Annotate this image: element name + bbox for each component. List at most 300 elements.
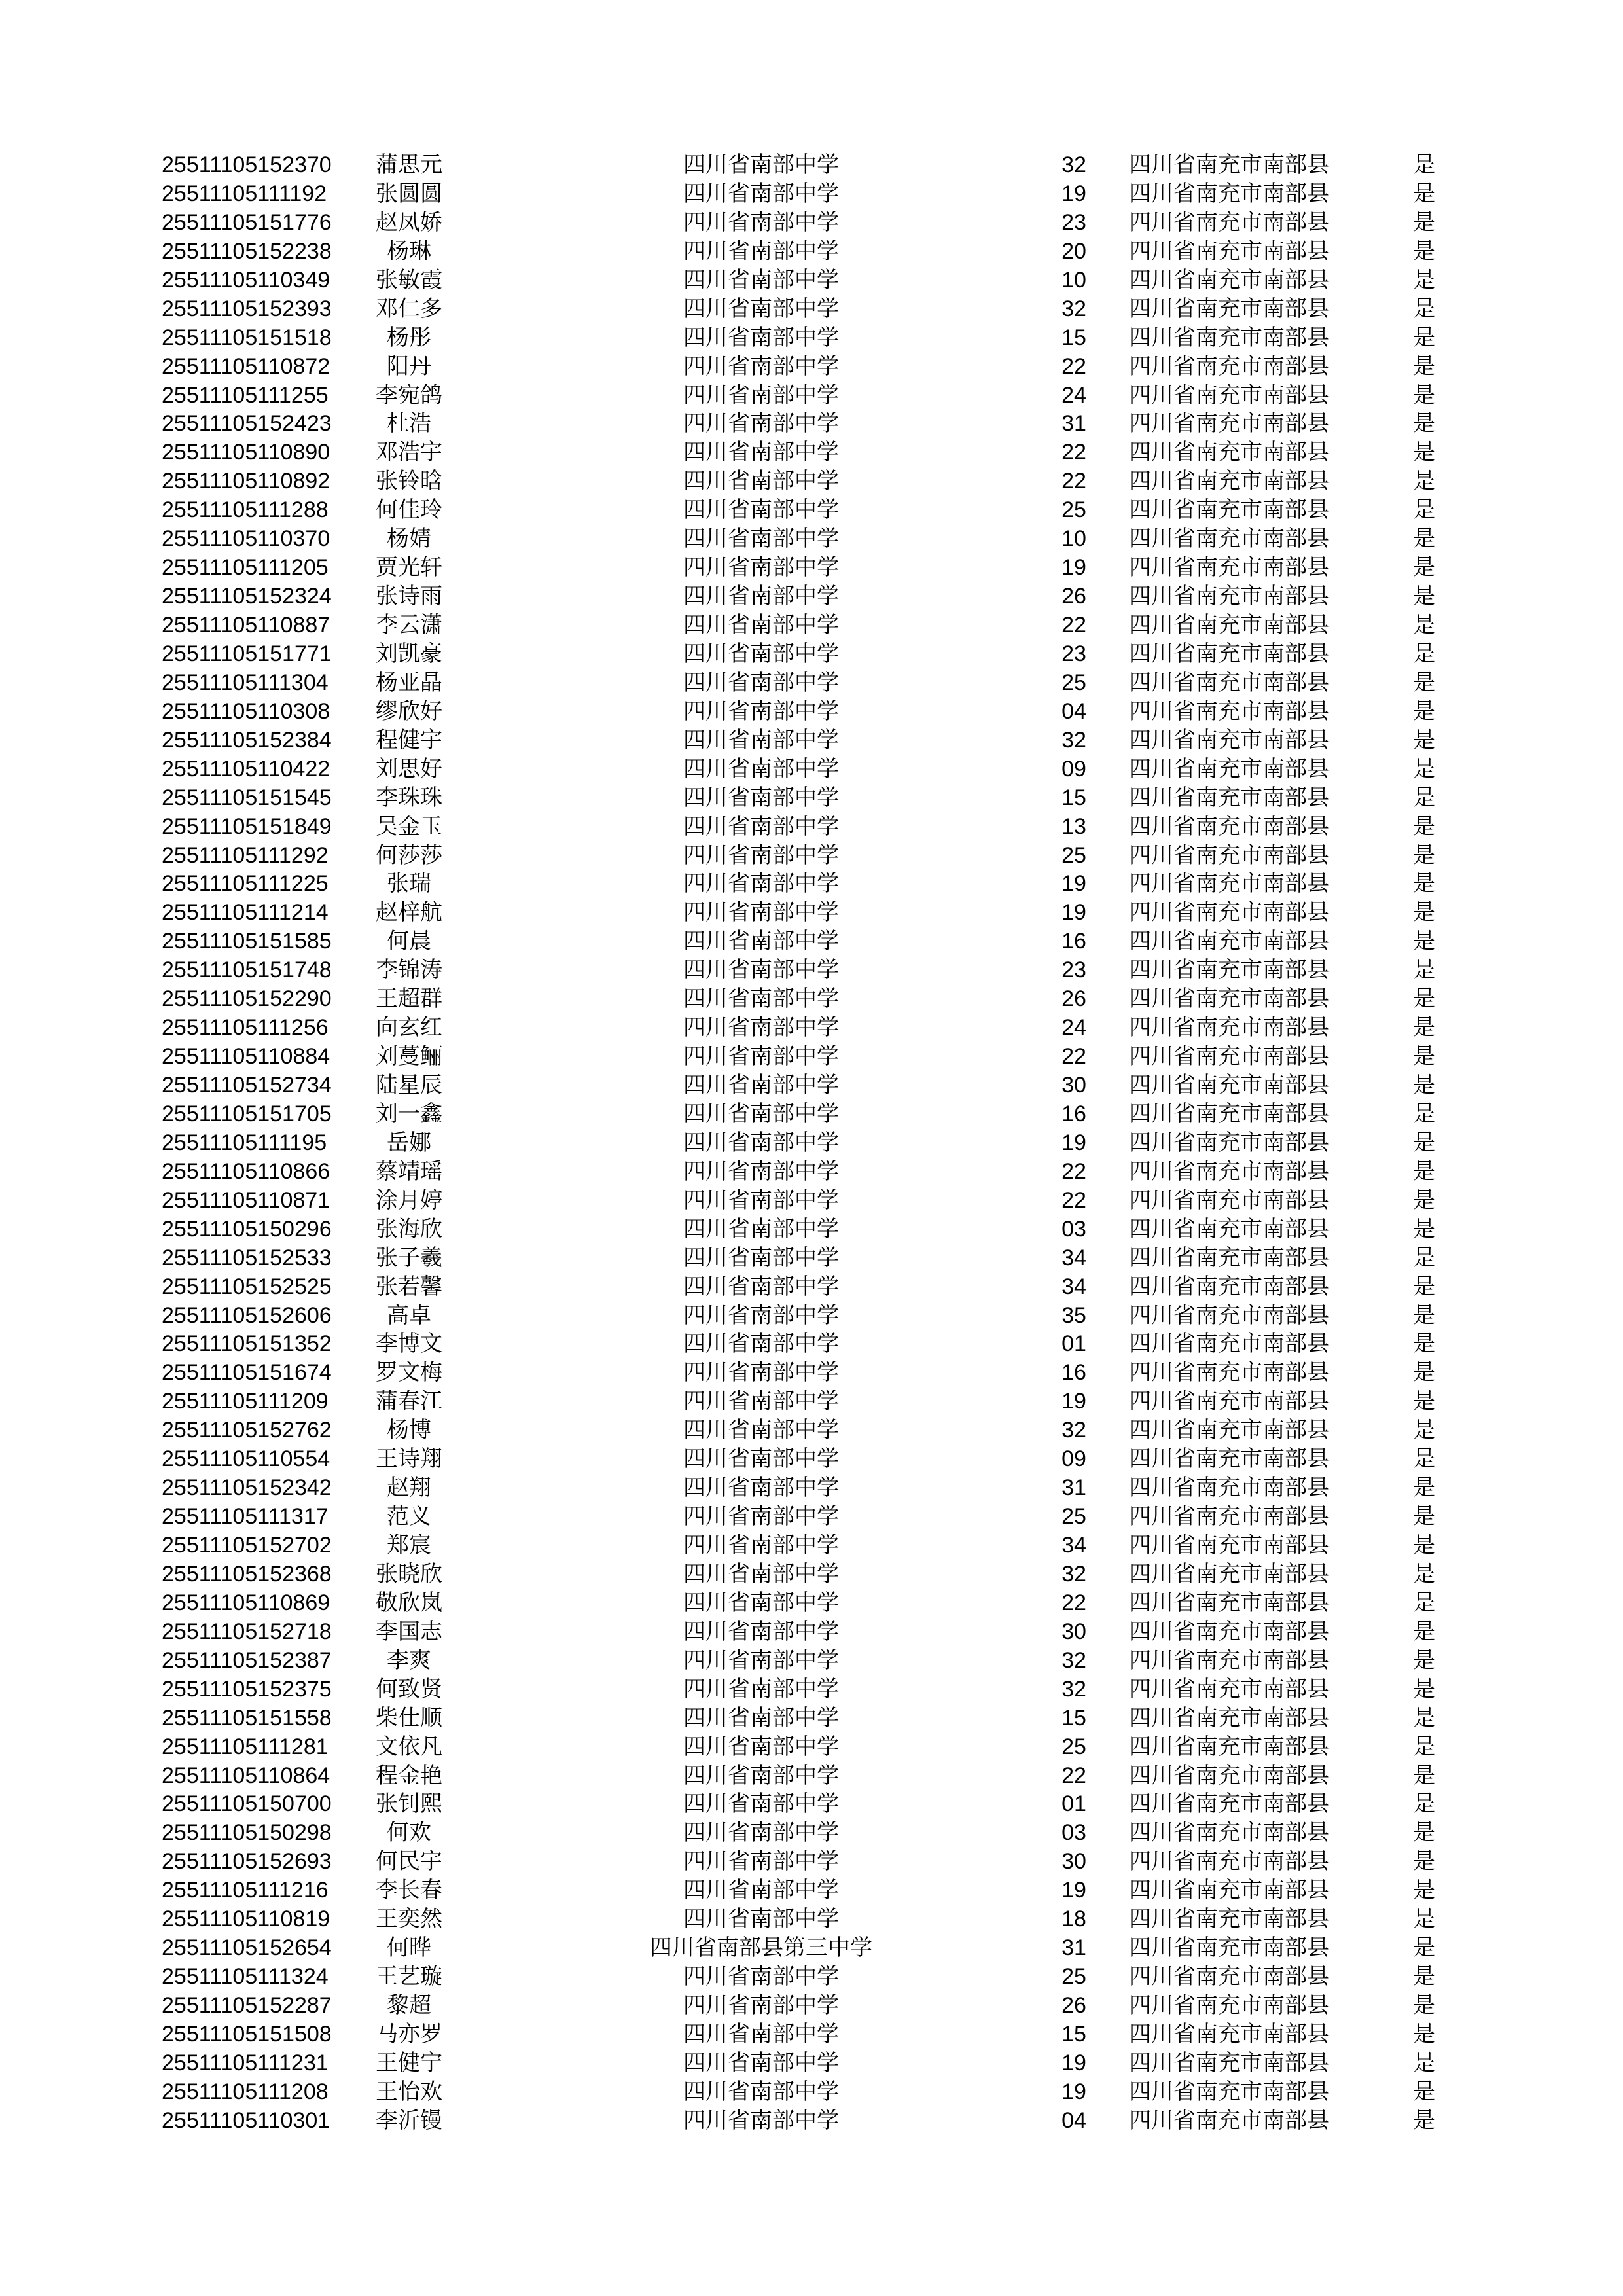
district-name: 四川省南充市南部县 <box>1129 497 1329 523</box>
district-name: 四川省南充市南部县 <box>1129 986 1329 1012</box>
confirmed-flag: 是 <box>1413 756 1435 781</box>
table-row <box>0 1273 1623 1302</box>
school-name: 四川省南部中学 <box>683 1705 839 1731</box>
district-name: 四川省南充市南部县 <box>1129 1619 1329 1644</box>
candidate-id-number: 25511105151849 <box>162 814 332 839</box>
room-number: 16 <box>1061 1360 1086 1386</box>
room-number: 09 <box>1061 756 1086 781</box>
school-name: 四川省南部中学 <box>683 1475 839 1501</box>
candidate-id-number: 25511105110872 <box>162 353 330 379</box>
district-name: 四川省南充市南部县 <box>1129 1245 1329 1270</box>
confirmed-flag: 是 <box>1413 1245 1435 1270</box>
district-name: 四川省南充市南部县 <box>1129 2021 1329 2047</box>
candidate-name: 李宛鸽 <box>376 382 442 408</box>
candidate-id-number: 25511105152654 <box>162 1935 332 1961</box>
district-name: 四川省南充市南部县 <box>1129 1504 1329 1530</box>
room-number: 19 <box>1061 1878 1086 1903</box>
table-row <box>0 1963 1623 1992</box>
room-number: 32 <box>1061 152 1086 177</box>
room-number: 19 <box>1061 2050 1086 2075</box>
district-name: 四川省南充市南部县 <box>1129 440 1329 465</box>
confirmed-flag: 是 <box>1413 584 1435 609</box>
candidate-id-number: 25511105151776 <box>162 209 332 235</box>
room-number: 34 <box>1061 1245 1086 1270</box>
school-name: 四川省南部中学 <box>683 1302 839 1328</box>
candidate-name: 何莎莎 <box>376 842 442 868</box>
candidate-id-number: 25511105110422 <box>162 756 330 781</box>
table-row <box>0 295 1623 324</box>
confirmed-flag: 是 <box>1413 2021 1435 2047</box>
table-row <box>0 1100 1623 1129</box>
candidate-name: 张海欣 <box>376 1216 442 1242</box>
confirmed-flag: 是 <box>1413 1101 1435 1126</box>
candidate-name: 杜浩 <box>387 411 431 437</box>
candidate-name: 赵翔 <box>387 1475 431 1501</box>
confirmed-flag: 是 <box>1413 382 1435 408</box>
confirmed-flag: 是 <box>1413 267 1435 293</box>
candidate-id-number: 25511105152387 <box>162 1647 332 1673</box>
table-row <box>0 1704 1623 1733</box>
school-name: 四川省南部中学 <box>683 469 839 494</box>
district-name: 四川省南充市南部县 <box>1129 181 1329 206</box>
table-row <box>0 1416 1623 1445</box>
confirmed-flag: 是 <box>1413 1705 1435 1731</box>
candidate-name: 李沂镘 <box>376 2108 442 2133</box>
school-name: 四川省南部中学 <box>683 1044 839 1069</box>
candidate-id-number: 25511105110892 <box>162 469 330 494</box>
table-row <box>0 266 1623 295</box>
candidate-name: 何晔 <box>387 1935 431 1961</box>
candidate-id-number: 25511105110887 <box>162 613 330 637</box>
confirmed-flag: 是 <box>1413 929 1435 954</box>
district-name: 四川省南充市南部县 <box>1129 1676 1329 1702</box>
candidate-name: 何致贤 <box>376 1676 442 1702</box>
candidate-name: 蔡靖瑶 <box>376 1158 442 1184</box>
candidate-name: 邓浩宇 <box>376 440 442 465</box>
candidate-id-number: 25511105111288 <box>162 497 329 523</box>
confirmed-flag: 是 <box>1413 1302 1435 1328</box>
candidate-id-number: 25511105151518 <box>162 325 332 350</box>
candidate-name: 张子羲 <box>376 1245 442 1270</box>
room-number: 22 <box>1061 1044 1086 1069</box>
school-name: 四川省南部中学 <box>683 555 839 581</box>
candidate-name: 柴仕顺 <box>376 1705 442 1731</box>
district-name: 四川省南充市南部县 <box>1129 1418 1329 1443</box>
district-name: 四川省南充市南部县 <box>1129 1561 1329 1587</box>
district-name: 四川省南充市南部县 <box>1129 1015 1329 1041</box>
table-row <box>0 1129 1623 1158</box>
school-name: 四川省南部中学 <box>683 698 839 724</box>
school-name: 四川省南部中学 <box>683 613 839 637</box>
district-name: 四川省南充市南部县 <box>1129 1044 1329 1069</box>
school-name: 四川省南部中学 <box>683 440 839 465</box>
candidate-id-number: 25511105151558 <box>162 1705 332 1731</box>
table-row <box>0 324 1623 353</box>
candidate-name: 杨亚晶 <box>376 670 442 695</box>
school-name: 四川省南部中学 <box>683 1590 839 1615</box>
candidate-id-number: 25511105111256 <box>162 1015 329 1041</box>
school-name: 四川省南部中学 <box>683 1561 839 1587</box>
room-number: 26 <box>1061 986 1086 1012</box>
district-name: 四川省南充市南部县 <box>1129 1964 1329 1990</box>
candidate-id-number: 25511105152375 <box>162 1676 332 1702</box>
candidate-id-number: 25511105152368 <box>162 1561 332 1587</box>
candidate-id-number: 25511105151674 <box>162 1360 332 1386</box>
room-number: 31 <box>1061 1475 1086 1501</box>
candidate-id-number: 25511105110890 <box>162 440 330 465</box>
candidate-id-number: 25511105111208 <box>162 2079 329 2104</box>
confirmed-flag: 是 <box>1413 1389 1435 1414</box>
school-name: 四川省南部中学 <box>683 727 839 753</box>
candidate-name: 何民宇 <box>376 1849 442 1874</box>
confirmed-flag: 是 <box>1413 958 1435 983</box>
candidate-name: 张诗雨 <box>376 584 442 609</box>
confirmed-flag: 是 <box>1413 900 1435 925</box>
candidate-id-number: 25511105152734 <box>162 1073 332 1098</box>
confirmed-flag: 是 <box>1413 1935 1435 1961</box>
district-name: 四川省南充市南部县 <box>1129 1705 1329 1731</box>
room-number: 30 <box>1061 1073 1086 1098</box>
school-name: 四川省南部中学 <box>683 1073 839 1098</box>
confirmed-flag: 是 <box>1413 785 1435 810</box>
candidate-id-number: 25511105111225 <box>162 871 329 897</box>
school-name: 四川省南部中学 <box>683 296 839 321</box>
confirmed-flag: 是 <box>1413 181 1435 206</box>
district-name: 四川省南充市南部县 <box>1129 209 1329 235</box>
table-row <box>0 669 1623 698</box>
district-name: 四川省南充市南部县 <box>1129 1216 1329 1242</box>
room-number: 19 <box>1061 1130 1086 1155</box>
room-number: 09 <box>1061 1446 1086 1472</box>
candidate-id-number: 25511105152238 <box>162 238 332 264</box>
confirmed-flag: 是 <box>1413 698 1435 724</box>
district-name: 四川省南充市南部县 <box>1129 1820 1329 1846</box>
candidate-name: 王艺璇 <box>376 1964 442 1990</box>
candidate-name: 刘蔓鲡 <box>376 1044 442 1069</box>
room-number: 32 <box>1061 1676 1086 1702</box>
table-row <box>0 1330 1623 1359</box>
candidate-name: 刘凯豪 <box>376 641 442 666</box>
candidate-name: 郑宸 <box>387 1533 431 1558</box>
candidate-id-number: 25511105152693 <box>162 1849 332 1874</box>
table-row <box>0 2078 1623 2107</box>
table-row <box>0 1876 1623 1905</box>
candidate-id-number: 25511105152370 <box>162 152 332 177</box>
confirmed-flag: 是 <box>1413 209 1435 235</box>
confirmed-flag: 是 <box>1413 1504 1435 1530</box>
candidate-id-number: 25511105110370 <box>162 526 330 552</box>
candidate-id-number: 25511105110871 <box>162 1187 330 1213</box>
school-name: 四川省南部中学 <box>683 958 839 983</box>
table-row <box>0 1071 1623 1100</box>
candidate-name: 文依凡 <box>376 1734 442 1759</box>
district-name: 四川省南充市南部县 <box>1129 555 1329 581</box>
candidate-id-number: 25511105151585 <box>162 929 332 954</box>
table-row <box>0 2020 1623 2049</box>
confirmed-flag: 是 <box>1413 2108 1435 2133</box>
candidate-name: 阳丹 <box>387 353 431 379</box>
school-name: 四川省南部中学 <box>683 2108 839 2133</box>
district-name: 四川省南充市南部县 <box>1129 584 1329 609</box>
table-row <box>0 1388 1623 1416</box>
table-row <box>0 467 1623 496</box>
room-number: 25 <box>1061 842 1086 868</box>
room-number: 30 <box>1061 1849 1086 1874</box>
candidate-name: 王奕然 <box>376 1907 442 1932</box>
room-number: 26 <box>1061 584 1086 609</box>
school-name: 四川省南部中学 <box>683 1015 839 1041</box>
confirmed-flag: 是 <box>1413 1561 1435 1587</box>
room-number: 24 <box>1061 1015 1086 1041</box>
room-number: 24 <box>1061 382 1086 408</box>
school-name: 四川省南部县第三中学 <box>650 1935 872 1961</box>
room-number: 03 <box>1061 1820 1086 1846</box>
room-number: 22 <box>1061 1158 1086 1184</box>
table-row <box>0 238 1623 266</box>
district-name: 四川省南充市南部县 <box>1129 1101 1329 1126</box>
district-name: 四川省南充市南部县 <box>1129 296 1329 321</box>
candidate-name: 李锦涛 <box>376 958 442 983</box>
school-name: 四川省南部中学 <box>683 670 839 695</box>
candidate-id-number: 25511105110864 <box>162 1763 330 1788</box>
school-name: 四川省南部中学 <box>683 353 839 379</box>
table-row <box>0 2107 1623 2136</box>
candidate-name: 李国志 <box>376 1619 442 1644</box>
district-name: 四川省南充市南部县 <box>1129 1187 1329 1213</box>
room-number: 22 <box>1061 469 1086 494</box>
school-name: 四川省南部中学 <box>683 411 839 437</box>
table-row <box>0 755 1623 784</box>
room-number: 10 <box>1061 267 1086 293</box>
school-name: 四川省南部中学 <box>683 1907 839 1932</box>
table-row <box>0 496 1623 525</box>
room-number: 19 <box>1061 900 1086 925</box>
room-number: 35 <box>1061 1302 1086 1328</box>
room-number: 32 <box>1061 1561 1086 1587</box>
candidate-id-number: 25511105111281 <box>162 1734 329 1759</box>
table-row <box>0 525 1623 554</box>
confirmed-flag: 是 <box>1413 1676 1435 1702</box>
candidate-name: 张圆圆 <box>376 181 442 206</box>
candidate-name: 范义 <box>387 1504 431 1530</box>
candidate-id-number: 25511105151508 <box>162 2021 332 2047</box>
table-row <box>0 1158 1623 1187</box>
candidate-name: 李长春 <box>376 1878 442 1903</box>
school-name: 四川省南部中学 <box>683 1647 839 1673</box>
room-number: 19 <box>1061 555 1086 581</box>
confirmed-flag: 是 <box>1413 1015 1435 1041</box>
confirmed-flag: 是 <box>1413 670 1435 695</box>
confirmed-flag: 是 <box>1413 641 1435 666</box>
school-name: 四川省南部中学 <box>683 2050 839 2075</box>
district-name: 四川省南充市南部县 <box>1129 814 1329 839</box>
confirmed-flag: 是 <box>1413 1791 1435 1817</box>
district-name: 四川省南充市南部县 <box>1129 727 1329 753</box>
candidate-name: 赵凤娇 <box>376 209 442 235</box>
candidate-name: 缪欣好 <box>376 698 442 724</box>
table-row <box>0 1532 1623 1560</box>
confirmed-flag: 是 <box>1413 2079 1435 2104</box>
room-number: 03 <box>1061 1216 1086 1242</box>
confirmed-flag: 是 <box>1413 1820 1435 1846</box>
school-name: 四川省南部中学 <box>683 1993 839 2018</box>
table-row <box>0 1905 1623 1934</box>
school-name: 四川省南部中学 <box>683 181 839 206</box>
district-name: 四川省南充市南部县 <box>1129 871 1329 897</box>
school-name: 四川省南部中学 <box>683 1418 839 1443</box>
school-name: 四川省南部中学 <box>683 2079 839 2104</box>
confirmed-flag: 是 <box>1413 353 1435 379</box>
table-row <box>0 1474 1623 1503</box>
district-name: 四川省南充市南部县 <box>1129 842 1329 868</box>
room-number: 25 <box>1061 1504 1086 1530</box>
room-number: 34 <box>1061 1533 1086 1558</box>
confirmed-flag: 是 <box>1413 1590 1435 1615</box>
table-row <box>0 784 1623 813</box>
district-name: 四川省南充市南部县 <box>1129 2108 1329 2133</box>
table-row <box>0 1790 1623 1819</box>
district-name: 四川省南充市南部县 <box>1129 1533 1329 1558</box>
school-name: 四川省南部中学 <box>683 1216 839 1242</box>
district-name: 四川省南充市南部县 <box>1129 1878 1329 1903</box>
school-name: 四川省南部中学 <box>683 756 839 781</box>
candidate-id-number: 25511105150700 <box>162 1791 332 1817</box>
candidate-id-number: 25511105152702 <box>162 1533 332 1558</box>
confirmed-flag: 是 <box>1413 2050 1435 2075</box>
room-number: 22 <box>1061 440 1086 465</box>
school-name: 四川省南部中学 <box>683 1619 839 1644</box>
table-row <box>0 583 1623 611</box>
candidate-name: 王诗翔 <box>376 1446 442 1472</box>
district-name: 四川省南充市南部县 <box>1129 1158 1329 1184</box>
table-row <box>0 1676 1623 1704</box>
candidate-id-number: 25511105111209 <box>162 1389 329 1414</box>
candidate-id-number: 25511105152423 <box>162 411 332 437</box>
school-name: 四川省南部中学 <box>683 1130 839 1155</box>
table-row <box>0 1043 1623 1071</box>
candidate-id-number: 25511105150296 <box>162 1216 332 1242</box>
table-row <box>0 1848 1623 1876</box>
candidate-id-number: 25511105111205 <box>162 555 329 581</box>
confirmed-flag: 是 <box>1413 1533 1435 1558</box>
room-number: 31 <box>1061 1935 1086 1961</box>
room-number: 23 <box>1061 209 1086 235</box>
candidate-name: 张敏霞 <box>376 267 442 293</box>
district-name: 四川省南充市南部县 <box>1129 1302 1329 1328</box>
candidate-name: 程健宇 <box>376 727 442 753</box>
school-name: 四川省南部中学 <box>683 526 839 552</box>
table-row <box>0 554 1623 583</box>
confirmed-flag: 是 <box>1413 1475 1435 1501</box>
room-number: 31 <box>1061 411 1086 437</box>
district-name: 四川省南充市南部县 <box>1129 1331 1329 1357</box>
table-row <box>0 640 1623 669</box>
confirmed-flag: 是 <box>1413 325 1435 350</box>
table-row <box>0 611 1623 640</box>
candidate-name: 涂月婷 <box>376 1187 442 1213</box>
room-number: 22 <box>1061 1590 1086 1615</box>
school-name: 四川省南部中学 <box>683 1878 839 1903</box>
school-name: 四川省南部中学 <box>683 1533 839 1558</box>
confirmed-flag: 是 <box>1413 871 1435 897</box>
school-name: 四川省南部中学 <box>683 2021 839 2047</box>
confirmed-flag: 是 <box>1413 526 1435 552</box>
candidate-name: 黎超 <box>387 1993 431 2018</box>
school-name: 四川省南部中学 <box>683 382 839 408</box>
district-name: 四川省南充市南部县 <box>1129 1274 1329 1299</box>
table-row <box>0 151 1623 180</box>
school-name: 四川省南部中学 <box>683 1849 839 1874</box>
school-name: 四川省南部中学 <box>683 1245 839 1270</box>
room-number: 32 <box>1061 1418 1086 1443</box>
room-number: 15 <box>1061 2021 1086 2047</box>
school-name: 四川省南部中学 <box>683 871 839 897</box>
table-row <box>0 726 1623 755</box>
district-name: 四川省南充市南部县 <box>1129 1791 1329 1817</box>
table-row <box>0 813 1623 842</box>
school-name: 四川省南部中学 <box>683 1101 839 1126</box>
confirmed-flag: 是 <box>1413 1044 1435 1069</box>
candidate-name: 李博文 <box>376 1331 442 1357</box>
confirmed-flag: 是 <box>1413 1274 1435 1299</box>
candidate-name: 李云潇 <box>376 613 442 637</box>
district-name: 四川省南充市南部县 <box>1129 641 1329 666</box>
district-name: 四川省南充市南部县 <box>1129 1935 1329 1961</box>
candidate-name: 高卓 <box>387 1302 431 1328</box>
district-name: 四川省南充市南部县 <box>1129 900 1329 925</box>
district-name: 四川省南充市南部县 <box>1129 1073 1329 1098</box>
table-row <box>0 180 1623 209</box>
district-name: 四川省南充市南部县 <box>1129 1907 1329 1932</box>
school-name: 四川省南部中学 <box>683 1734 839 1759</box>
room-number: 15 <box>1061 325 1086 350</box>
confirmed-flag: 是 <box>1413 1130 1435 1155</box>
district-name: 四川省南充市南部县 <box>1129 1360 1329 1386</box>
candidate-name: 李爽 <box>387 1647 431 1673</box>
school-name: 四川省南部中学 <box>683 1360 839 1386</box>
room-number: 22 <box>1061 1187 1086 1213</box>
district-name: 四川省南充市南部县 <box>1129 2050 1329 2075</box>
candidate-name: 蒲春江 <box>376 1389 442 1414</box>
district-name: 四川省南充市南部县 <box>1129 325 1329 350</box>
confirmed-flag: 是 <box>1413 1964 1435 1990</box>
school-name: 四川省南部中学 <box>683 267 839 293</box>
room-number: 26 <box>1061 1993 1086 2018</box>
district-name: 四川省南充市南部县 <box>1129 1647 1329 1673</box>
candidate-id-number: 25511105111216 <box>162 1878 329 1903</box>
school-name: 四川省南部中学 <box>683 325 839 350</box>
candidate-name: 张钊熙 <box>376 1791 442 1817</box>
candidate-name: 张若馨 <box>376 1274 442 1299</box>
confirmed-flag: 是 <box>1413 1158 1435 1184</box>
candidate-name: 刘一鑫 <box>376 1101 442 1126</box>
candidate-id-number: 25511105152324 <box>162 584 332 609</box>
table-row <box>0 1302 1623 1331</box>
table-row <box>0 1503 1623 1532</box>
candidate-name: 程金艳 <box>376 1763 442 1788</box>
room-number: 23 <box>1061 641 1086 666</box>
room-number: 16 <box>1061 929 1086 954</box>
district-name: 四川省南充市南部县 <box>1129 267 1329 293</box>
school-name: 四川省南部中学 <box>683 641 839 666</box>
district-name: 四川省南充市南部县 <box>1129 785 1329 810</box>
confirmed-flag: 是 <box>1413 1216 1435 1242</box>
district-name: 四川省南充市南部县 <box>1129 152 1329 177</box>
candidate-id-number: 25511105111324 <box>162 1964 329 1990</box>
confirmed-flag: 是 <box>1413 1763 1435 1788</box>
confirmed-flag: 是 <box>1413 1360 1435 1386</box>
confirmed-flag: 是 <box>1413 1647 1435 1673</box>
